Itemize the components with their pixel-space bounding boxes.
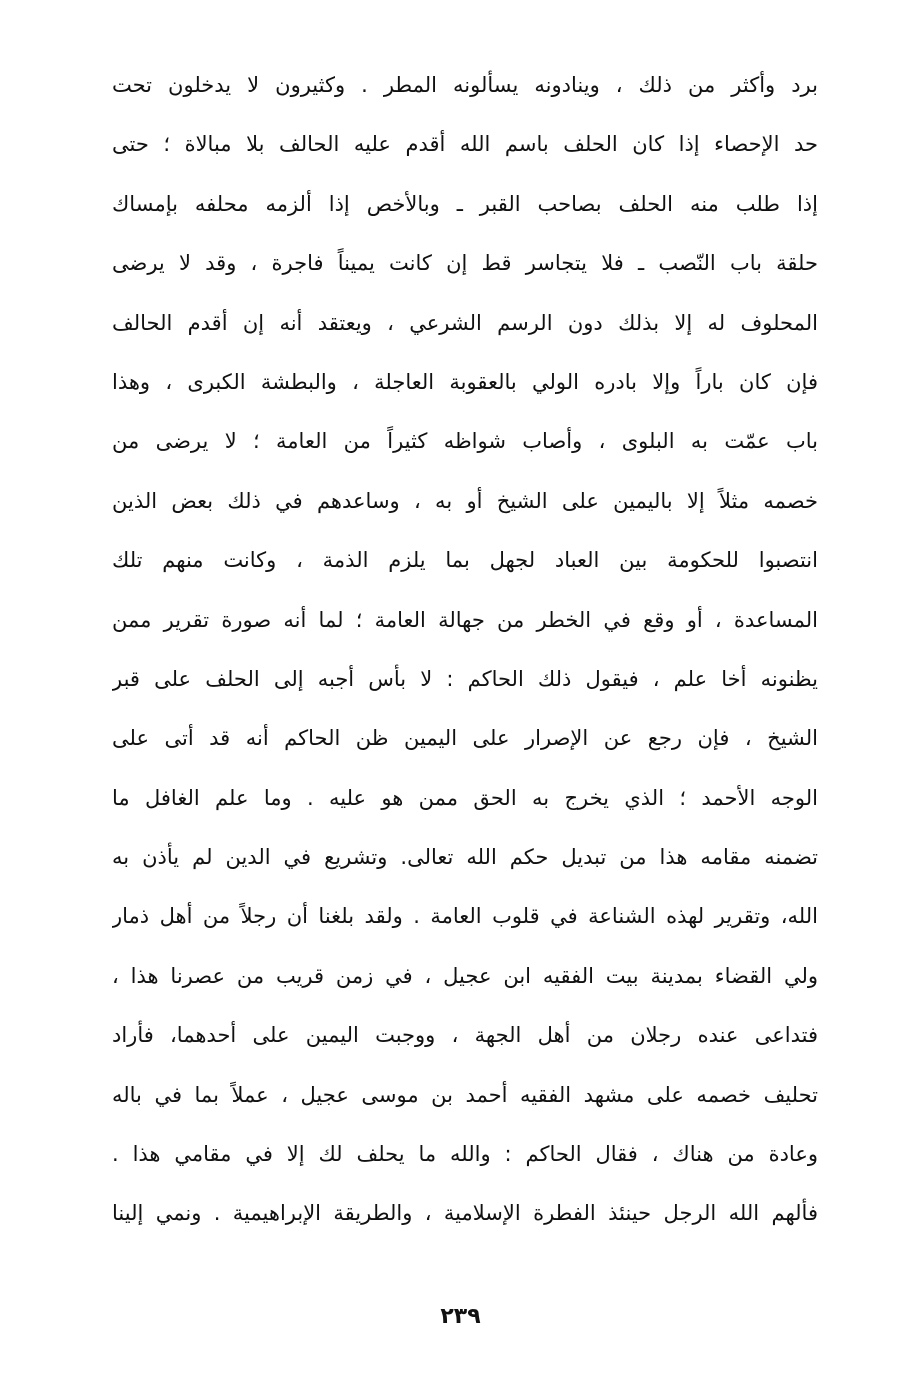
text-line-11: يظنونه أخا علم ، فيقول ذلك الحاكم : لا بأس أجبه إلى الحلف على قبر [112,666,818,691]
text-line-20: فألهم الله الرجل حينئذ الفطرة الإسلامية ، والطريقة الإبراهيمية . ونمي إلينا [112,1201,818,1226]
text-line-18: تحليف خصمه على مشهد الفقيه أحمد بن موسى عجيل ، عملاً بما في باله [112,1082,818,1107]
text-line-4: حلقة باب النّصب ـ فلا يتجاسر قط إن كانت يميناً فاجرة ، وقد لا يرضى [112,251,818,276]
text-line-13: الوجه الأحمد ؛ الذي يخرج به الحق ممن هو عليه . وما علم الغافل ما [112,785,818,810]
text-line-10: المساعدة ، أو وقع في الخطر من جهالة العامة ؛ لما أنه صورة تقرير ممن [112,607,818,632]
text-line-17: فتداعى عنده رجلان من أهل الجهة ، ووجبت اليمين على أحدهما، فأراد [112,1023,818,1048]
text-line-2: حد الإحصاء إذا كان الحلف باسم الله أقدم عليه الحالف بلا مبالاة ؛ حتى [112,132,818,157]
text-line-14: تضمنه مقامه هذا من تبديل حكم الله تعالى. وتشريع في الدين لم يأذن به [112,845,818,870]
text-line-19: وعادة من هناك ، فقال الحاكم : والله ما يحلف لك إلا في مقامي هذا . [112,1142,818,1167]
text-line-3: إذا طلب منه الحلف بصاحب القبر ـ وبالأخص إذا ألزمه محلفه بإمساك [112,191,818,216]
text-line-12: الشيخ ، فإن رجع عن الإصرار على اليمين ظن الحاكم أنه قد أتى على [112,726,818,751]
text-line-1: برد وأكثر من ذلك ، وينادونه يسألونه المطر . وكثيرون لا يدخلون تحت [112,73,818,97]
body-text [112,56,818,1244]
page-number: ٢٣٩ [440,1304,481,1329]
text-line-8: خصمه مثلاً إلا باليمين على الشيخ أو به ، وساعدهم في ذلك بعض الذين [112,488,818,513]
text-line-16: ولي القضاء بمدينة بيت الفقيه ابن عجيل ، في زمن قريب من عصرنا هذا ، [112,963,818,988]
text-line-15: الله، وتقرير لهذه الشناعة في قلوب العامة . ولقد بلغنا أن رجلاً من أهل ذمار [112,904,818,929]
text-line-9: انتصبوا للحكومة بين العباد لجهل بما يلزم الذمة ، وكانت منهم تلك [112,548,818,573]
text-line-5: المحلوف له إلا بذلك دون الرسم الشرعي ، ويعتقد أنه إن أقدم الحالف [112,310,818,335]
text-line-6: فإن كان باراً وإلا بادره الولي بالعقوبة العاجلة ، والبطشة الكبرى ، وهذا [112,369,818,394]
text-line-7: باب عمّت به البلوى ، وأصاب شواظه كثيراً من العامة ؛ لا يرضى من [112,429,818,454]
